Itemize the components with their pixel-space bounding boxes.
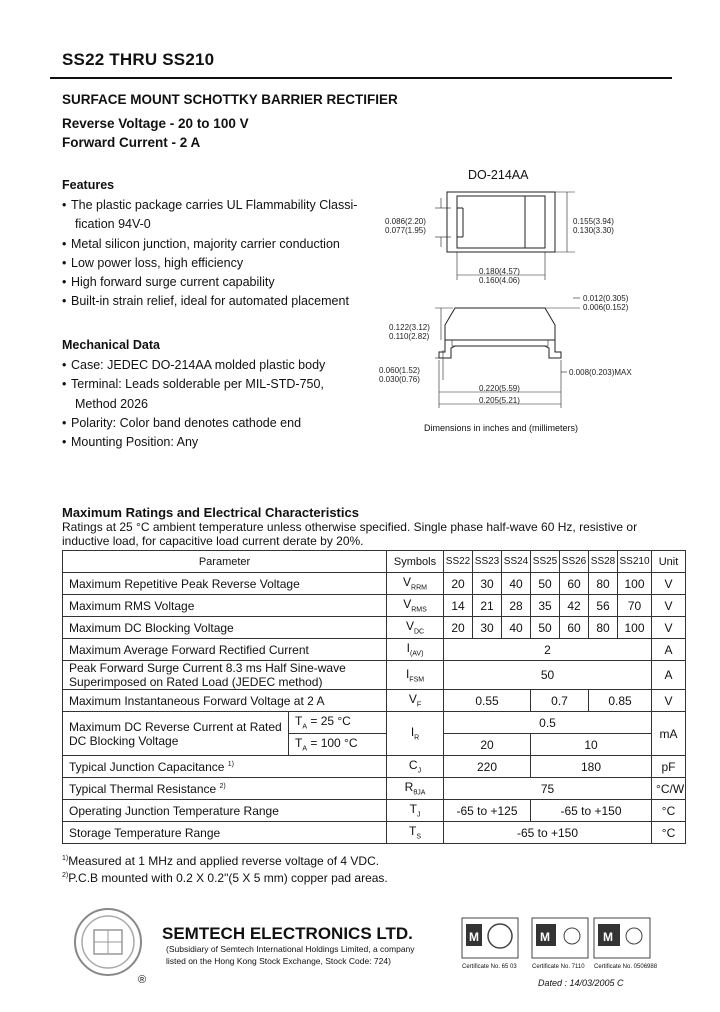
param-cell — [63, 661, 387, 690]
condition-sub: A — [302, 745, 308, 753]
symbol-sub: DC — [413, 628, 425, 636]
header-model: SS26 — [560, 551, 589, 573]
feature-item: • High forward surge current capability — [62, 273, 357, 292]
value-cell: 14 — [444, 595, 473, 617]
condition-value: = 25 °C — [310, 714, 351, 729]
value-cell: 100 — [618, 617, 652, 639]
dim-body-length-min: 0.160(4.06) — [479, 276, 520, 285]
symbol-cell — [387, 661, 444, 690]
value-cell: 40 — [502, 617, 531, 639]
param-cell: Storage Temperature Range — [63, 822, 387, 844]
symbol-sub: FSM — [409, 676, 425, 684]
table-row — [63, 756, 686, 778]
table-row — [63, 617, 686, 639]
value-cell: 0.5 — [444, 712, 652, 734]
param-cell: Maximum DC Blocking Voltage — [63, 617, 387, 639]
value-cell: 0.55 — [444, 690, 531, 712]
ratings-table — [62, 550, 686, 844]
dim-body-length-max: 0.180(4.57) — [479, 267, 520, 276]
symbol-main: R — [404, 780, 414, 795]
value-cell: 20 — [444, 573, 473, 595]
param-text: Typical Thermal Resistance — [69, 781, 217, 796]
symbol-main: C — [408, 758, 418, 773]
value-cell: -65 to +150 — [444, 822, 652, 844]
value-cell: 20 — [444, 617, 473, 639]
footnote-mark: 1) — [227, 760, 234, 768]
symbol-sub: F — [416, 701, 422, 709]
svg-text:M: M — [540, 930, 550, 944]
param-cell — [63, 712, 289, 756]
table-row — [63, 822, 686, 844]
certificate-caption: Certificate No. 65 03 — [462, 964, 517, 970]
unit-cell: V — [652, 595, 686, 617]
value-cell: 100 — [618, 573, 652, 595]
value-cell: 28 — [502, 595, 531, 617]
dim-lead-thickness-max: 0.012(0.305) — [583, 294, 629, 303]
dim-height-max: 0.122(3.12) — [389, 323, 430, 332]
mechanical-item-continuation: Method 2026 — [75, 396, 148, 411]
param-cell: Maximum RMS Voltage — [63, 595, 387, 617]
symbol-cell — [387, 573, 444, 595]
certificate-caption: Certificate No. 0506988 — [594, 964, 658, 970]
mechanical-item: • Terminal: Leads solderable per MIL-STD-750, — [62, 375, 325, 394]
mechanical-item: • Case: JEDEC DO-214AA molded plastic body — [62, 356, 325, 375]
dim-body-width-max: 0.155(3.94) — [573, 217, 614, 226]
value-cell: 0.85 — [589, 690, 652, 712]
symbol-cell — [387, 639, 444, 661]
param-line: DC Blocking Voltage — [69, 733, 179, 748]
symbol-main: T — [409, 824, 417, 839]
param-cell — [63, 778, 387, 800]
value-cell: 56 — [589, 595, 618, 617]
value-cell: -65 to +150 — [531, 800, 652, 822]
value-cell: 70 — [618, 595, 652, 617]
header-parameter: Parameter — [63, 551, 387, 573]
title-rule — [50, 77, 672, 79]
unit-cell: V — [652, 617, 686, 639]
value-cell: 60 — [560, 573, 589, 595]
symbol-cell — [387, 595, 444, 617]
value-cell: 60 — [560, 617, 589, 639]
param-text: Typical Junction Capacitance — [69, 759, 225, 774]
svg-text:M: M — [603, 930, 613, 944]
header-symbols: Symbols — [387, 551, 444, 573]
value-cell: 180 — [531, 756, 652, 778]
header-model: SS24 — [502, 551, 531, 573]
symbol-sub: RMS — [411, 606, 427, 614]
table-row — [63, 800, 686, 822]
symbol-cell — [387, 822, 444, 844]
condition-symbol: T — [295, 714, 303, 729]
dim-lead-width-max: 0.086(2.20) — [385, 217, 426, 226]
symbol-cell — [387, 756, 444, 778]
package-name: DO-214AA — [468, 168, 529, 182]
unit-cell: V — [652, 690, 686, 712]
symbol-cell — [387, 800, 444, 822]
dated-line: Dated : 14/03/2005 C — [538, 978, 624, 988]
table-row — [63, 573, 686, 595]
unit-cell: A — [652, 661, 686, 690]
features-heading: Features — [62, 178, 115, 192]
value-cell: 10 — [531, 734, 652, 756]
symbol-cell — [387, 778, 444, 800]
unit-cell: °C — [652, 800, 686, 822]
ratings-title: Maximum Ratings and Electrical Characteristics — [62, 505, 359, 520]
ratings-description: Ratings at 25 °C ambient temperature unless otherwise specified. Single phase half-wave 60 Hz, resistive or inductive load, for capacitive load current derate by 20%. — [62, 520, 638, 548]
symbol-main: V — [408, 692, 417, 707]
header-model: SS210 — [618, 551, 652, 573]
unit-cell: mA — [652, 712, 686, 756]
symbol-main: I — [406, 641, 410, 656]
value-cell: 50 — [531, 617, 560, 639]
registered-mark: ® — [138, 974, 147, 986]
symbol-cell — [387, 617, 444, 639]
value-cell: 50 — [531, 573, 560, 595]
value-cell: 40 — [502, 573, 531, 595]
company-listing-line: listed on the Hong Kong Stock Exchange, Stock Code: 724) — [166, 956, 391, 966]
dim-standoff-max: 0.008(0.203)MAX — [569, 368, 632, 377]
forward-current-spec: Forward Current - 2 A — [62, 135, 201, 150]
param-cell: Operating Junction Temperature Range — [63, 800, 387, 822]
param-line: Peak Forward Surge Current 8.3 ms Half Sine-wave — [69, 661, 346, 675]
footnotes — [62, 852, 388, 885]
feature-item: • Low power loss, high efficiency — [62, 254, 357, 273]
table-row — [63, 661, 686, 690]
value-cell: 220 — [444, 756, 531, 778]
feature-item: • Built-in strain relief, ideal for automated placement — [62, 292, 357, 311]
value-cell: 75 — [444, 778, 652, 800]
param-cell: Maximum Instantaneous Forward Voltage at 2 A — [63, 690, 387, 712]
footnote-text: Measured at 1 MHz and applied reverse voltage of 4 VDC. — [68, 854, 380, 868]
footnote-mark: 1) — [62, 855, 69, 862]
header-model: SS25 — [531, 551, 560, 573]
package-outline-drawing — [375, 180, 665, 420]
param-line: Maximum DC Reverse Current at Rated — [69, 719, 282, 734]
value-cell: 2 — [444, 639, 652, 661]
header-model: SS22 — [444, 551, 473, 573]
condition-value: = 100 °C — [310, 736, 358, 751]
footnote-text: P.C.B mounted with 0.2 X 0.2"(5 X 5 mm) copper pad areas. — [68, 870, 388, 885]
param-cell: Maximum Average Forward Rectified Current — [63, 639, 387, 661]
symbol-sub: R — [414, 734, 420, 742]
dim-height-min: 0.110(2.82) — [389, 332, 430, 341]
dim-lead-length-max: 0.060(1.52) — [379, 366, 420, 375]
value-cell: 80 — [589, 617, 618, 639]
value-cell: 35 — [531, 595, 560, 617]
header-unit: Unit — [652, 551, 686, 573]
symbol-sub: (AV) — [409, 650, 424, 658]
param-cell — [63, 756, 387, 778]
unit-cell: °C — [652, 822, 686, 844]
svg-text:M: M — [469, 930, 479, 944]
header-model: SS23 — [473, 551, 502, 573]
value-cell: 0.7 — [531, 690, 589, 712]
unit-cell: V — [652, 573, 686, 595]
footnote-2 — [62, 869, 388, 886]
company-logo-icon — [72, 906, 144, 978]
symbol-sub: S — [416, 833, 422, 841]
certificate-caption: Certificate No. 7110 — [532, 964, 585, 970]
value-cell: -65 to +125 — [444, 800, 531, 822]
feature-item-continuation: fication 94V-0 — [75, 217, 151, 232]
dim-lead-thickness-min: 0.006(0.152) — [583, 303, 629, 312]
condition-symbol: T — [295, 736, 303, 751]
value-cell: 20 — [444, 734, 531, 756]
dim-overall-length-min: 0.205(5.21) — [479, 396, 520, 405]
value-cell: 80 — [589, 573, 618, 595]
table-row — [63, 639, 686, 661]
reverse-voltage-spec: Reverse Voltage - 20 to 100 V — [62, 116, 249, 131]
condition-cell — [289, 734, 387, 756]
mechanical-heading: Mechanical Data — [62, 338, 160, 352]
feature-item: • Metal silicon junction, majority carrier conduction — [62, 235, 357, 254]
symbol-main: V — [403, 575, 412, 590]
dim-lead-length-min: 0.030(0.76) — [379, 375, 420, 384]
symbol-main: I — [405, 666, 410, 681]
mechanical-section — [62, 338, 325, 452]
company-name: SEMTECH ELECTRONICS LTD. — [162, 924, 413, 943]
symbol-main: V — [405, 619, 414, 634]
symbol-main: V — [403, 597, 412, 612]
symbol-sub: J — [417, 767, 422, 775]
dim-body-width-min: 0.130(3.30) — [573, 226, 614, 235]
table-row — [63, 712, 686, 734]
feature-item: • The plastic package carries UL Flammability Classi- — [62, 196, 357, 215]
symbol-main: T — [409, 802, 417, 817]
condition-sub: A — [302, 723, 308, 731]
dim-overall-length-max: 0.220(5.59) — [479, 384, 520, 393]
certification-marks-icon — [460, 914, 660, 962]
table-header-row — [63, 551, 686, 573]
value-cell: 21 — [473, 595, 502, 617]
product-subtitle: SURFACE MOUNT SCHOTTKY BARRIER RECTIFIER — [62, 92, 398, 107]
param-line: Superimposed on Rated Load (JEDEC method) — [69, 675, 323, 689]
mechanical-item: • Mounting Position: Any — [62, 433, 325, 452]
table-row — [63, 778, 686, 800]
value-cell: 30 — [473, 617, 502, 639]
unit-cell: pF — [652, 756, 686, 778]
symbol-sub: RRM — [411, 584, 427, 592]
dimensions-note: Dimensions in inches and (millimeters) — [424, 423, 579, 433]
table-row — [63, 595, 686, 617]
value-cell: 30 — [473, 573, 502, 595]
unit-cell: °C/W — [652, 778, 686, 800]
footnote-mark: 2) — [62, 871, 69, 879]
param-cell: Maximum Repetitive Peak Reverse Voltage — [63, 573, 387, 595]
footnote-mark: 2) — [219, 782, 226, 790]
symbol-main: I — [410, 725, 415, 740]
footnote-1 — [62, 852, 388, 869]
value-cell: 50 — [444, 661, 652, 690]
header-model: SS28 — [589, 551, 618, 573]
features-section — [62, 178, 357, 312]
symbol-cell — [387, 690, 444, 712]
mechanical-item: • Polarity: Color band denotes cathode end — [62, 414, 325, 433]
dim-lead-width-min: 0.077(1.95) — [385, 226, 426, 235]
unit-cell: A — [652, 639, 686, 661]
symbol-sub: θJA — [413, 789, 426, 797]
document-title: SS22 THRU SS210 — [62, 50, 215, 69]
value-cell: 42 — [560, 595, 589, 617]
condition-cell — [289, 712, 387, 734]
company-subsidiary-line: (Subsidiary of Semtech International Holdings Limited, a company — [166, 944, 415, 954]
table-row — [63, 690, 686, 712]
symbol-sub: J — [416, 811, 421, 819]
symbol-cell — [387, 712, 444, 756]
